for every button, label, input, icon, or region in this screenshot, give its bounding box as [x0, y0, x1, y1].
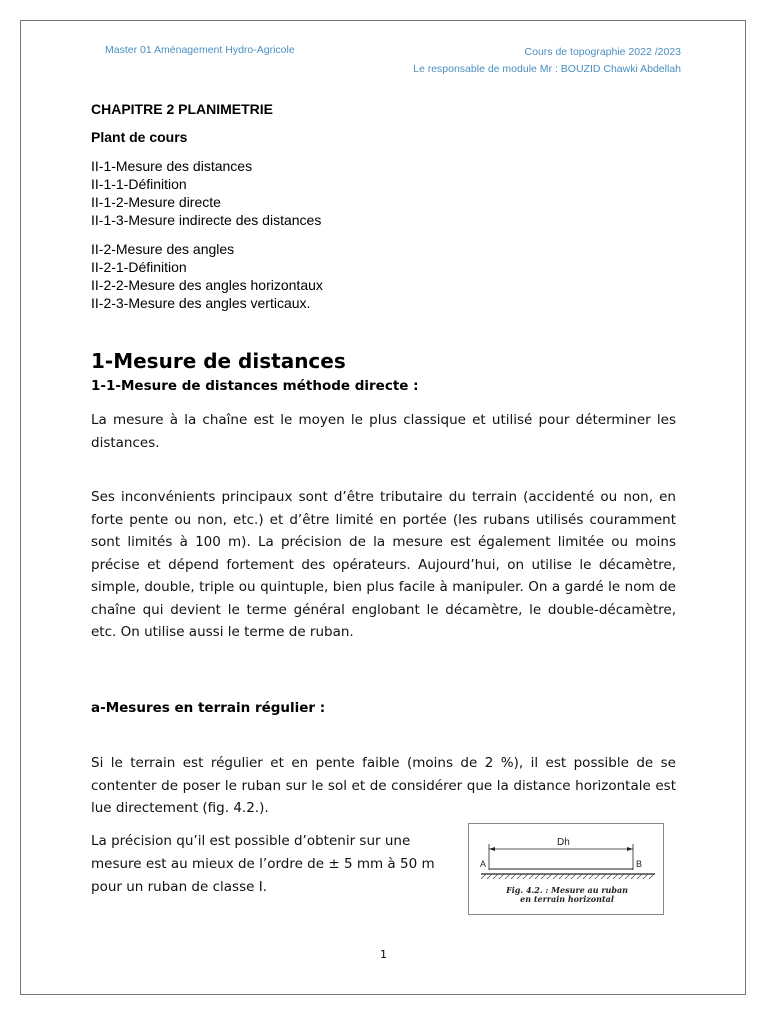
- toc-distances: [91, 157, 321, 229]
- header-right: [413, 44, 681, 78]
- figure-caption-line1: Fig. 4.2. : Mesure au ruban: [506, 885, 628, 895]
- paragraph-intro: La mesure à la chaîne est le moyen le plus classique et utilisé pour déterminer les distances.: [91, 412, 676, 451]
- toc-item: II-2-Mesure des angles: [91, 241, 235, 257]
- figure-caption: [469, 886, 665, 904]
- label-dh: Dh: [557, 837, 570, 848]
- toc-item: II-2-1-Définition: [91, 259, 187, 275]
- subheading-terrain-regulier: a-Mesures en terrain régulier :: [91, 700, 326, 716]
- label-b: B: [636, 859, 643, 869]
- page-number: 1: [380, 948, 387, 961]
- toc-item: II-1-1-Définition: [91, 176, 187, 192]
- arrow-left-icon: [489, 847, 495, 851]
- figure-caption-line2: en terrain horizontal: [520, 894, 614, 904]
- toc-angles: [91, 240, 323, 312]
- header-responsible: Le responsable de module Mr : BOUZID Chawki Abdellah: [413, 63, 681, 75]
- toc-item: II-1-2-Mesure directe: [91, 194, 221, 210]
- paragraph-inconvenients: Ses inconvénients principaux sont d’être tributaire du terrain (accidenté ou non, en forte pente ou non, etc.) et d’être limité en portée (les rubans utilisés couramment sont limités à 100 m). La précision de la mesure est également limitée ou moins précise et dépend fortement des opérateurs. Aujourd’hui, on utilise le décamètre, simple, double, triple ou quintuple, bien plus facile à manipuler. On a gardé le nom de chaîne qui devient le terme général englobant le décamètre, le double-décamètre, etc. On utilise aussi le terme de ruban.: [91, 489, 676, 640]
- toc-item: II-2-2-Mesure des angles horizontaux: [91, 277, 323, 293]
- figure-ruban: [468, 823, 664, 915]
- section-title: 1-Mesure de distances: [91, 349, 346, 373]
- paragraph-terrain: Si le terrain est régulier et en pente faible (moins de 2 %), il est possible de se contenter de poser le ruban sur le sol et de considérer que la distance horizontale est lue directement (fig. 4.2.).: [91, 755, 676, 816]
- plan-title: Plant de cours: [91, 129, 188, 145]
- paragraph-precision: La précision qu’il est possible d’obtenir sur une mesure est au mieux de l’ordre de ± 5 mm à 50 m pour un ruban de classe I.: [91, 833, 435, 895]
- toc-item: II-1-Mesure des distances: [91, 158, 253, 174]
- ground-hatching: [481, 874, 654, 879]
- header-left: Master 01 Aménagement Hydro-Agricole: [105, 44, 295, 56]
- toc-item: II-1-3-Mesure indirecte des distances: [91, 212, 322, 228]
- chapter-title: CHAPITRE 2 PLANIMETRIE: [91, 101, 274, 117]
- subsection-title: 1-1-Mesure de distances méthode directe :: [91, 378, 419, 394]
- arrow-right-icon: [627, 847, 633, 851]
- toc-item: II-2-3-Mesure des angles verticaux.: [91, 295, 311, 311]
- header-course: Cours de topographie 2022 /2023: [524, 46, 681, 58]
- label-a: A: [480, 859, 487, 869]
